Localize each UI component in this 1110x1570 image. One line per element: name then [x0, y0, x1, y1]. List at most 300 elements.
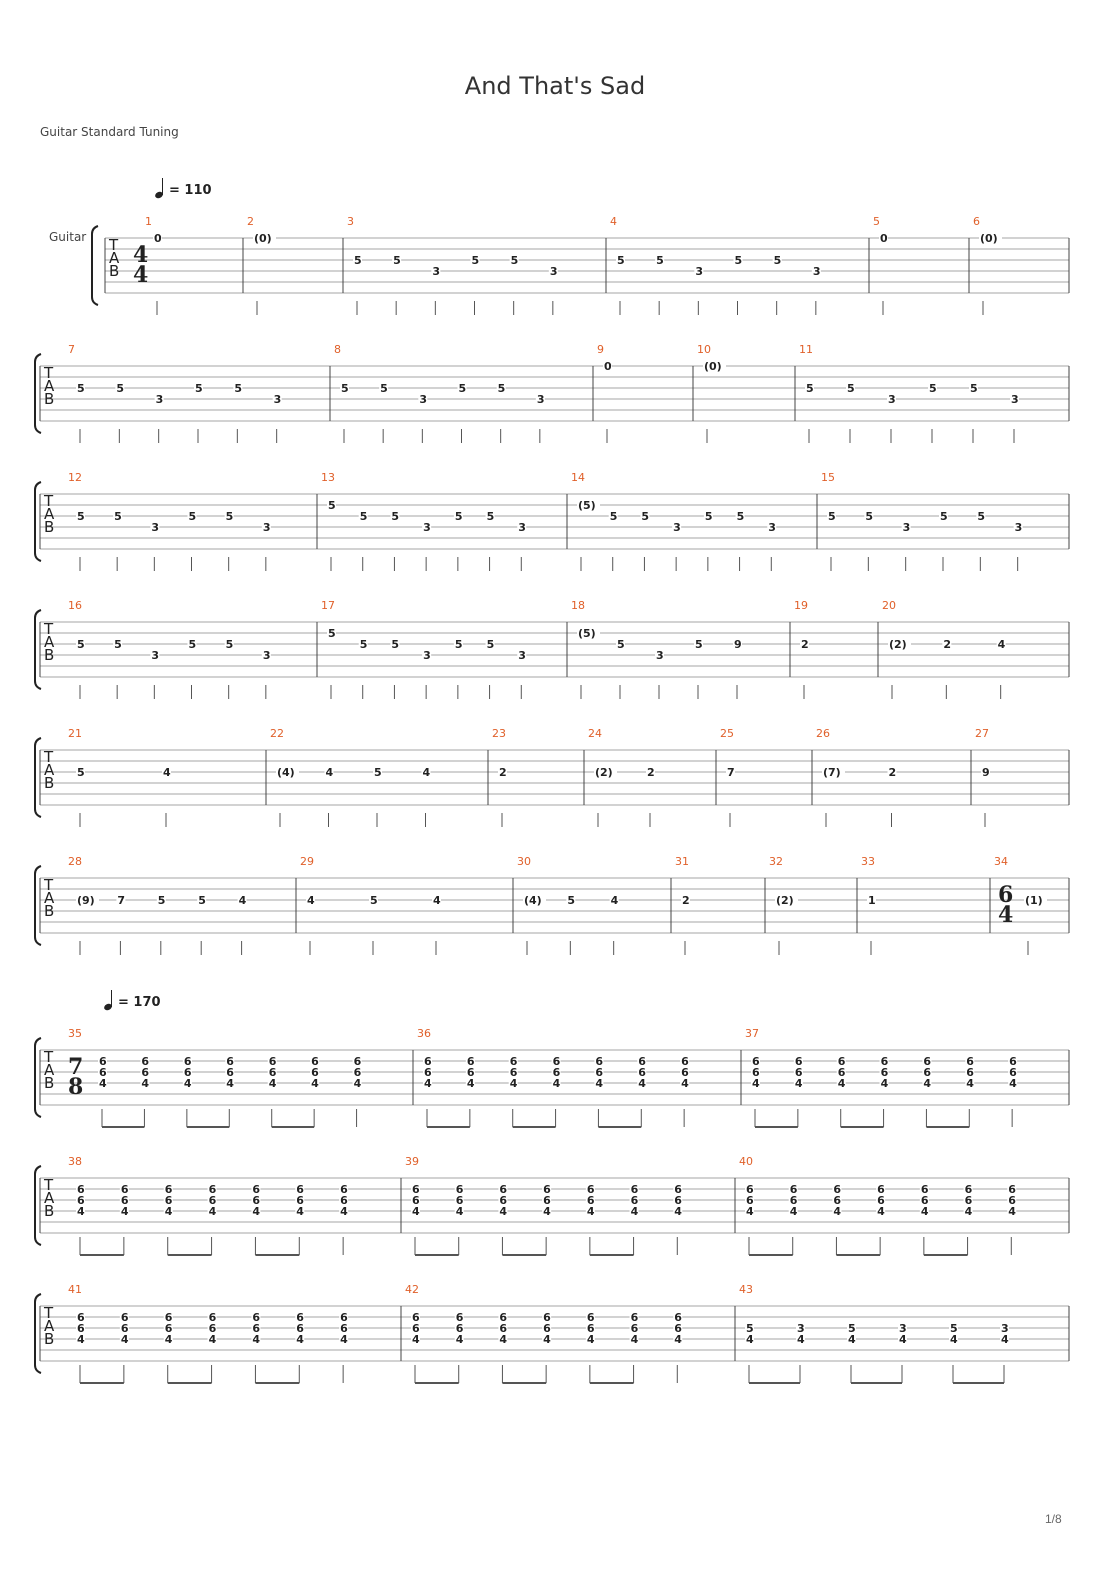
measure-number: 41 [68, 1283, 82, 1296]
fret-number: 6 [252, 1311, 261, 1324]
fret-number: 6 [455, 1322, 464, 1335]
fret-number: 7 [117, 894, 126, 907]
fret-number: 6 [674, 1322, 682, 1335]
measure-number: 36 [417, 1027, 431, 1040]
fret-number: 6 [183, 1055, 192, 1068]
fret-number: 5 [656, 254, 664, 267]
fret-number: 6 [1009, 1066, 1017, 1079]
fret-number: 6 [630, 1194, 639, 1207]
fret-number: 5 [77, 638, 85, 651]
fret-number: 3 [1014, 521, 1023, 534]
fret-number: 6 [880, 1055, 889, 1068]
measure-number: 22 [270, 727, 284, 740]
fret-number: 4 [296, 1333, 304, 1346]
measure-number: 5 [873, 215, 880, 228]
fret-number: 6 [752, 1055, 760, 1068]
fret-number: 6 [340, 1183, 348, 1196]
fret-number: 4 [877, 1205, 885, 1218]
fret-number: 3 [432, 265, 440, 278]
fret-number: 5 [225, 638, 234, 651]
tab-clef-letter: A [44, 377, 55, 395]
fret-number: 4 [307, 894, 315, 907]
fret-number: (2) [595, 766, 613, 779]
fret-number: 6 [877, 1183, 885, 1196]
tab-clef-letter: B [44, 1074, 55, 1092]
fret-number: 6 [226, 1055, 234, 1068]
measure-number: 24 [588, 727, 602, 740]
fret-number: 4 [99, 1077, 107, 1090]
fret-number: 6 [499, 1311, 508, 1324]
measure-number: 16 [68, 599, 82, 612]
fret-number: 5 [188, 510, 197, 523]
fret-number: 6 [296, 1194, 304, 1207]
fret-number: 6 [208, 1194, 217, 1207]
fret-number: 5 [454, 510, 463, 523]
fret-number: 3 [518, 649, 526, 662]
tab-clef-letter: A [44, 889, 55, 907]
fret-number: 4 [848, 1333, 856, 1346]
fret-number: 4 [311, 1077, 319, 1090]
fret-number: 6 [552, 1066, 561, 1079]
fret-number: 4 [208, 1333, 217, 1346]
fret-number: 7 [727, 766, 735, 779]
fret-number: 4 [466, 1077, 475, 1090]
fret-number: 2 [499, 766, 507, 779]
fret-number: 4 [141, 1077, 150, 1090]
fret-number: 6 [586, 1322, 595, 1335]
tab-clef-letter: A [44, 761, 55, 779]
fret-number: 3 [768, 521, 776, 534]
fret-number: 5 [695, 638, 703, 651]
fret-number: 4 [183, 1077, 192, 1090]
tab-clef-letter: A [44, 1189, 55, 1207]
fret-number: 6 [164, 1183, 173, 1196]
measure-number: 3 [347, 215, 354, 228]
tab-clef-letter: A [44, 1061, 55, 1079]
fret-number: 5 [359, 638, 368, 651]
measure-number: 9 [597, 343, 604, 356]
fret-number: 0 [880, 232, 888, 245]
fret-number: 4 [997, 638, 1006, 651]
fret-number: 4 [499, 1333, 508, 1346]
fret-number: 5 [188, 638, 197, 651]
fret-number: 6 [746, 1194, 754, 1207]
fret-number: 4 [412, 1333, 420, 1346]
fret-number: 5 [940, 510, 948, 523]
fret-number: 4 [681, 1077, 689, 1090]
fret-number: 5 [828, 510, 836, 523]
fret-number: 4 [499, 1205, 508, 1218]
fret-number: 6 [966, 1055, 974, 1068]
fret-number: 6 [674, 1194, 682, 1207]
fret-number: 4 [630, 1333, 639, 1346]
fret-number: 6 [794, 1055, 803, 1068]
fret-number: 3 [797, 1322, 805, 1335]
measure-number: 7 [68, 343, 75, 356]
fret-number: 3 [262, 521, 271, 534]
fret-number: 4 [543, 1205, 551, 1218]
measure-number: 17 [321, 599, 335, 612]
fret-number: 3 [423, 649, 431, 662]
tab-clef-letter: T [44, 1176, 54, 1194]
fret-number: 5 [970, 382, 978, 395]
fret-number: 6 [208, 1322, 217, 1335]
tab-clef-letter: T [44, 748, 54, 766]
fret-number: 3 [549, 265, 558, 278]
fret-number: 6 [268, 1066, 277, 1079]
fret-number: 6 [638, 1066, 646, 1079]
fret-number: 3 [812, 265, 821, 278]
fret-number: 6 [586, 1311, 595, 1324]
fret-number: 3 [151, 649, 159, 662]
fret-number: 5 [486, 510, 495, 523]
measure-number: 10 [697, 343, 711, 356]
tempo-marking-1: = 110 [155, 180, 212, 198]
fret-number: 6 [920, 1194, 929, 1207]
fret-number: 3 [419, 393, 427, 406]
measure-number: 2 [247, 215, 254, 228]
measure-number: 34 [994, 855, 1008, 868]
fret-number: 6 [77, 1322, 85, 1335]
time-signature-top: 4 [133, 242, 149, 268]
tab-clef-letter: A [44, 1317, 55, 1335]
fret-number: 6 [746, 1183, 754, 1196]
fret-number: 6 [466, 1066, 475, 1079]
fret-number: 6 [120, 1311, 129, 1324]
fret-number: 6 [466, 1055, 475, 1068]
fret-number: 4 [455, 1205, 464, 1218]
fret-number: 6 [353, 1055, 362, 1068]
fret-number: 5 [157, 894, 166, 907]
fret-number: 4 [586, 1205, 595, 1218]
fret-number: 3 [273, 393, 282, 406]
fret-number: 5 [458, 382, 467, 395]
fret-number: 5 [195, 382, 203, 395]
fret-number: 4 [950, 1333, 958, 1346]
fret-number: 6 [424, 1066, 432, 1079]
fret-number: 6 [966, 1066, 974, 1079]
fret-number: 6 [252, 1183, 261, 1196]
fret-number: 6 [638, 1055, 646, 1068]
fret-number: 4 [77, 1333, 85, 1346]
fret-number: 3 [695, 265, 703, 278]
fret-number: 6 [543, 1311, 551, 1324]
measure-number: 40 [739, 1155, 753, 1168]
fret-number: 5 [374, 766, 382, 779]
fret-number: 6 [208, 1311, 217, 1324]
fret-number: 4 [296, 1205, 304, 1218]
measure-number: 21 [68, 727, 82, 740]
fret-number: 2 [682, 894, 690, 907]
fret-number: 6 [141, 1066, 150, 1079]
fret-number: 5 [328, 627, 336, 640]
fret-number: 4 [1009, 1077, 1017, 1090]
fret-number: 6 [455, 1311, 464, 1324]
fret-number: 6 [681, 1055, 689, 1068]
fret-number: 6 [252, 1194, 261, 1207]
fret-number: 4 [1001, 1333, 1009, 1346]
fret-number: 5 [847, 382, 855, 395]
fret-number: 4 [340, 1205, 348, 1218]
fret-number: 6 [77, 1194, 85, 1207]
fret-number: 6 [77, 1311, 85, 1324]
fret-number: 5 [116, 382, 124, 395]
fret-number: 6 [877, 1194, 885, 1207]
fret-number: 5 [114, 510, 122, 523]
measure-number: 12 [68, 471, 82, 484]
fret-number: 5 [354, 254, 362, 267]
measure-number: 31 [675, 855, 689, 868]
fret-number: 6 [1008, 1194, 1016, 1207]
fret-number: 3 [888, 393, 896, 406]
fret-number: 4 [746, 1205, 754, 1218]
fret-number: (2) [889, 638, 907, 651]
fret-number: (5) [578, 499, 596, 512]
fret-number: 4 [674, 1205, 682, 1218]
fret-number: 2 [801, 638, 809, 651]
score-title: And That's Sad [464, 72, 646, 100]
fret-number: 6 [183, 1066, 192, 1079]
fret-number: 6 [509, 1066, 518, 1079]
fret-number: 4 [586, 1333, 595, 1346]
tab-clef-letter: A [44, 633, 55, 651]
fret-number: 6 [252, 1322, 261, 1335]
fret-number: 4 [964, 1205, 973, 1218]
time-signature-bottom: 4 [133, 262, 149, 288]
fret-number: 4 [923, 1077, 932, 1090]
fret-number: 6 [268, 1055, 277, 1068]
fret-number: 5 [950, 1322, 958, 1335]
fret-number: 6 [681, 1066, 689, 1079]
fret-number: 5 [380, 382, 388, 395]
fret-number: 4 [794, 1077, 803, 1090]
fret-number: 6 [595, 1055, 604, 1068]
fret-number: (1) [1025, 894, 1043, 907]
measure-number: 8 [334, 343, 341, 356]
fret-number: 5 [609, 510, 618, 523]
fret-number: 4 [353, 1077, 362, 1090]
fret-number: 6 [880, 1066, 889, 1079]
measure-number: 15 [821, 471, 835, 484]
fret-number: 5 [567, 894, 575, 907]
tab-clef-letter: A [44, 505, 55, 523]
fret-number: 6 [296, 1322, 304, 1335]
fret-number: 5 [617, 638, 625, 651]
fret-number: 3 [536, 393, 545, 406]
fret-number: 6 [630, 1183, 639, 1196]
fret-number: 0 [154, 232, 162, 245]
measure-number: 28 [68, 855, 82, 868]
fret-number: 3 [899, 1322, 907, 1335]
fret-number: 4 [610, 894, 619, 907]
time-signature-top: 7 [68, 1054, 84, 1080]
fret-number: 6 [499, 1183, 508, 1196]
tab-clef-letter: B [44, 390, 55, 408]
measure-number: 25 [720, 727, 734, 740]
fret-number: 4 [789, 1205, 798, 1218]
fret-number: 5 [393, 254, 401, 267]
measure-number: 20 [882, 599, 896, 612]
fret-number: 4 [674, 1333, 682, 1346]
fret-number: 3 [151, 521, 159, 534]
fret-number: 5 [198, 894, 206, 907]
fret-number: 3 [656, 649, 664, 662]
fret-number: 6 [552, 1055, 561, 1068]
fret-number: 4 [1008, 1205, 1016, 1218]
fret-number: 6 [789, 1194, 798, 1207]
tab-clef-letter: B [109, 262, 120, 280]
fret-number: 0 [604, 360, 612, 373]
fret-number: 5 [510, 254, 519, 267]
fret-number: 4 [252, 1205, 261, 1218]
fret-number: 6 [543, 1183, 551, 1196]
measure-number: 39 [405, 1155, 419, 1168]
fret-number: 4 [833, 1205, 842, 1218]
tab-clef-letter: T [44, 620, 54, 638]
fret-number: 6 [586, 1183, 595, 1196]
tab-clef-letter: T [44, 876, 54, 894]
fret-number: 6 [412, 1311, 420, 1324]
fret-number: 2 [888, 766, 897, 779]
fret-number: 3 [673, 521, 681, 534]
measure-number: 1 [145, 215, 152, 228]
fret-number: 4 [455, 1333, 464, 1346]
fret-number: 5 [370, 894, 378, 907]
fret-number: 5 [486, 638, 495, 651]
fret-number: 4 [638, 1077, 646, 1090]
fret-number: 6 [164, 1322, 173, 1335]
page-number: 1/8 [1045, 1512, 1062, 1526]
tab-clef-letter: B [44, 774, 55, 792]
fret-number: 6 [340, 1194, 348, 1207]
fret-number: 1 [868, 894, 876, 907]
fret-number: 6 [833, 1194, 842, 1207]
fret-number: 5 [391, 510, 400, 523]
fret-number: 5 [736, 510, 745, 523]
fret-number: 6 [412, 1194, 420, 1207]
tab-clef-letter: B [44, 902, 55, 920]
fret-number: 3 [1001, 1322, 1009, 1335]
fret-number: 5 [341, 382, 349, 395]
fret-number: 6 [1009, 1055, 1017, 1068]
instrument-label: Guitar [49, 230, 87, 244]
time-signature-bottom: 8 [68, 1074, 84, 1100]
fret-number: 4 [899, 1333, 907, 1346]
fret-number: 6 [586, 1194, 595, 1207]
fret-number: 6 [296, 1311, 304, 1324]
fret-number: 3 [423, 521, 431, 534]
measure-number: 43 [739, 1283, 753, 1296]
fret-number: 5 [471, 254, 480, 267]
fret-number: 6 [630, 1311, 639, 1324]
fret-number: 5 [391, 638, 400, 651]
fret-number: 6 [499, 1194, 508, 1207]
fret-number: (4) [277, 766, 295, 779]
fret-number: (9) [77, 894, 95, 907]
system-bracket [92, 226, 98, 305]
fret-number: 4 [164, 1205, 173, 1218]
fret-number: 5 [865, 510, 873, 523]
measure-number: 33 [861, 855, 875, 868]
fret-number: 6 [455, 1194, 464, 1207]
fret-number: 5 [929, 382, 937, 395]
fret-number: 6 [920, 1183, 929, 1196]
fret-number: 4 [208, 1205, 217, 1218]
fret-number: 2 [943, 638, 951, 651]
fret-number: 5 [977, 510, 985, 523]
fret-number: 4 [509, 1077, 518, 1090]
fret-number: 4 [630, 1205, 639, 1218]
fret-number: 4 [252, 1333, 261, 1346]
tab-clef-letter: T [44, 364, 54, 382]
fret-number: 5 [773, 254, 782, 267]
tab-clef-letter: B [44, 1202, 55, 1220]
measure-number: 19 [794, 599, 808, 612]
fret-number: 6 [99, 1055, 107, 1068]
fret-number: 6 [630, 1322, 639, 1335]
measure-number: 27 [975, 727, 989, 740]
tab-clef-letter: A [109, 249, 120, 267]
fret-number: 6 [340, 1311, 348, 1324]
fret-number: 6 [923, 1055, 932, 1068]
fret-number: 6 [674, 1183, 682, 1196]
fret-number: 5 [641, 510, 650, 523]
fret-number: 6 [543, 1194, 551, 1207]
measure-number: 13 [321, 471, 335, 484]
fret-number: (7) [823, 766, 841, 779]
fret-number: 6 [353, 1066, 362, 1079]
fret-number: 5 [77, 382, 85, 395]
fret-number: 4 [920, 1205, 929, 1218]
fret-number: (2) [776, 894, 794, 907]
fret-number: 6 [923, 1066, 932, 1079]
fret-number: 6 [833, 1183, 842, 1196]
tab-clef-letter: T [44, 492, 54, 510]
fret-number: 6 [120, 1183, 129, 1196]
fret-number: 6 [296, 1183, 304, 1196]
fret-number: 4 [552, 1077, 561, 1090]
fret-number: 6 [99, 1066, 107, 1079]
fret-number: 6 [311, 1055, 319, 1068]
fret-number: 5 [746, 1322, 754, 1335]
fret-number: 6 [311, 1066, 319, 1079]
fret-number: 4 [412, 1205, 420, 1218]
fret-number: 3 [902, 521, 911, 534]
fret-number: 4 [164, 1333, 173, 1346]
measure-number: 14 [571, 471, 585, 484]
time-signature-bottom: 4 [998, 902, 1014, 928]
fret-number: 6 [789, 1183, 798, 1196]
tab-clef-letter: T [109, 236, 119, 254]
fret-number: 4 [595, 1077, 604, 1090]
fret-number: 5 [328, 499, 336, 512]
fret-number: 6 [1008, 1183, 1016, 1196]
fret-number: 4 [226, 1077, 234, 1090]
fret-number: 6 [752, 1066, 760, 1079]
fret-number: 6 [412, 1183, 420, 1196]
fret-number: 6 [412, 1322, 420, 1335]
fret-number: (0) [254, 232, 272, 245]
fret-number: (5) [578, 627, 596, 640]
fret-number: 6 [837, 1066, 846, 1079]
measure-number: 23 [492, 727, 506, 740]
measure-number: 30 [517, 855, 531, 868]
fret-number: 4 [238, 894, 247, 907]
fret-number: 9 [982, 766, 990, 779]
measure-number: 37 [745, 1027, 759, 1040]
fret-number: 5 [77, 510, 85, 523]
fret-number: 4 [424, 1077, 432, 1090]
